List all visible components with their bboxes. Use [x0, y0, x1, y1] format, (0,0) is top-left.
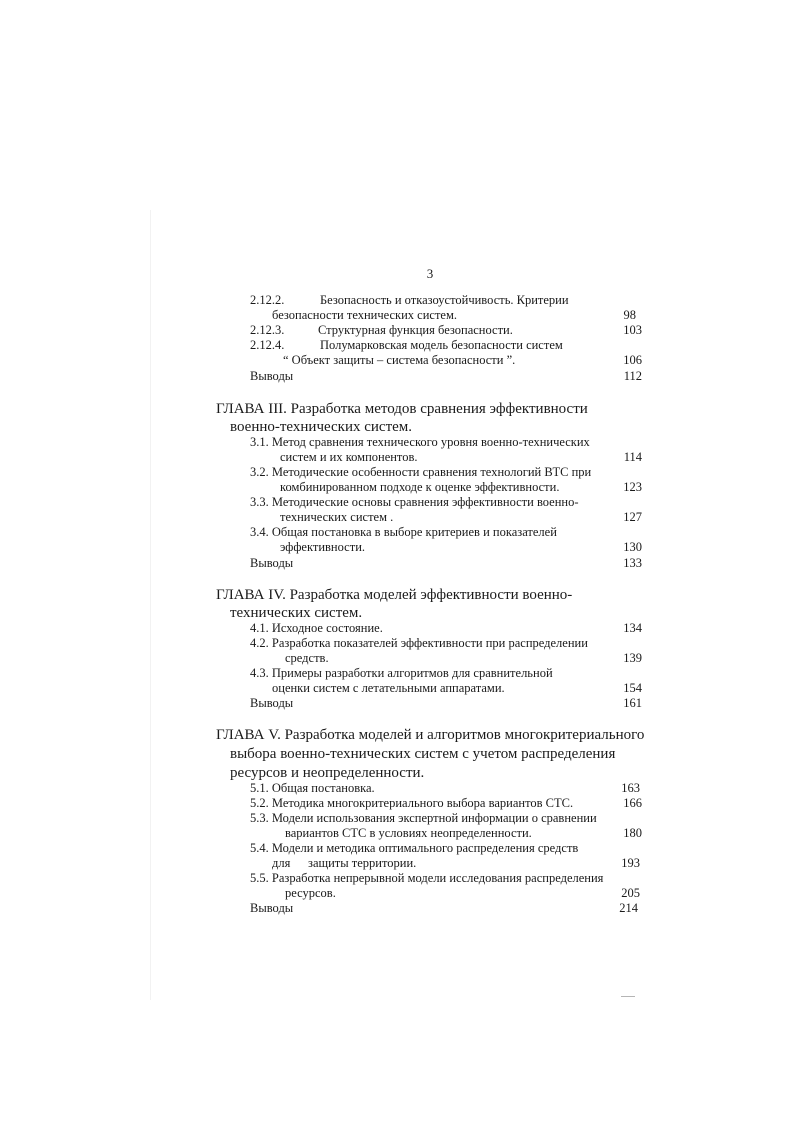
toc-item-5-2-line1: 5.2. Методика многокритериального выбора вариантов СТС.: [250, 796, 574, 810]
entry-page: 112: [623, 369, 642, 383]
toc-item-4-2-page: 139: [623, 651, 642, 665]
toc-item-5-3-line1: 5.3. Модели использования экспертной информации о сравнении: [250, 811, 597, 825]
scan-edge: [150, 210, 151, 1000]
chapter-heading-line1: ГЛАВА IV. Разработка моделей эффективности военно-: [216, 587, 573, 603]
entry-title-line2: “ Объект защиты – система безопасности ”.: [283, 353, 516, 367]
entry-page: 106: [623, 353, 642, 367]
toc-item-3-1-line2: систем и их компонентов.: [280, 450, 418, 464]
toc-item-4-3-line2: оценки систем с летательными аппаратами.: [272, 681, 505, 695]
toc-item-conclusions-page: 133: [623, 556, 642, 570]
toc-item-conclusions-page: 214: [619, 901, 638, 915]
chapter-heading-line2: военно-технических систем.: [230, 419, 413, 435]
toc-item-3-3-page: 127: [623, 510, 642, 524]
toc-item-5-4-line1: 5.4. Модели и методика оптимального распределения средств: [250, 841, 579, 855]
entry-title-line2: безопасности технических систем.: [272, 308, 458, 322]
toc-item-5-1-page: 163: [621, 781, 640, 795]
chapter-heading-line1: ГЛАВА III. Разработка методов сравнения эффективности: [216, 401, 588, 417]
toc-item-5-3-page: 180: [623, 826, 642, 840]
entry-page: 103: [623, 323, 642, 337]
toc-item-5-4-line2b: защиты территории.: [308, 856, 417, 870]
toc-item-5-5-page: 205: [621, 886, 640, 900]
toc-item-3-3-line2: технических систем .: [280, 510, 394, 524]
toc-item-4-2-line1: 4.2. Разработка показателей эффективности при распределении: [250, 636, 588, 650]
entry-title-line1: Полумарковская модель безопасности систем: [320, 338, 563, 352]
toc-item-5-5-line1: 5.5. Разработка непрерывной модели исследования распределения: [250, 871, 604, 885]
entry-number: 2.12.2.: [250, 293, 285, 307]
entry-title-line1: Безопасность и отказоустойчивость. Критерии: [320, 293, 569, 307]
toc-item-conclusions: Выводы: [250, 556, 294, 570]
entry-page: 98: [623, 308, 636, 322]
toc-item-3-4-line1: 3.4. Общая постановка в выборе критериев и показателей: [250, 525, 557, 539]
chapter-heading-line3: ресурсов и неопределенности.: [230, 765, 425, 781]
toc-item-conclusions: Выводы: [250, 901, 294, 915]
toc-item-3-4-line2: эффективности.: [280, 540, 366, 554]
toc-item-5-5-line2: ресурсов.: [285, 886, 336, 900]
toc-item-3-2-line1: 3.2. Методические особенности сравнения технологий ВТС при: [250, 465, 592, 479]
toc-item-5-4-line2a: для: [272, 856, 291, 870]
toc-item-3-2-page: 123: [623, 480, 642, 494]
entry-title-line1: Структурная функция безопасности.: [318, 323, 513, 337]
entry-number: 2.12.3.: [250, 323, 285, 337]
scan-mark: [621, 996, 635, 997]
chapter-heading-line2: выбора военно-технических систем с учетом распределения: [230, 746, 616, 762]
page-number: 3: [426, 266, 434, 281]
toc-item-5-2-page: 166: [623, 796, 642, 810]
toc-item-3-4-page: 130: [623, 540, 642, 554]
entry-number: 2.12.4.: [250, 338, 285, 352]
toc-item-5-1-line1: 5.1. Общая постановка.: [250, 781, 375, 795]
chapter-heading-line1: ГЛАВА V. Разработка моделей и алгоритмов многокритериального: [216, 727, 645, 743]
toc-item-5-4-page: 193: [621, 856, 640, 870]
toc-item-4-3-line1: 4.3. Примеры разработки алгоритмов для сравнительной: [250, 666, 553, 680]
toc-item-3-1-page: 114: [623, 450, 642, 464]
toc-item-4-1-page: 134: [623, 621, 642, 635]
toc-item-3-2-line2: комбинированном подходе к оценке эффективности.: [280, 480, 560, 494]
toc-item-5-3-line2: вариантов СТС в условиях неопределенности.: [285, 826, 532, 840]
toc-item-3-3-line1: 3.3. Методические основы сравнения эффективности военно-: [250, 495, 579, 509]
toc-item-conclusions-page: 161: [623, 696, 642, 710]
entry-label: Выводы: [250, 369, 294, 383]
toc-item-4-3-page: 154: [623, 681, 642, 695]
toc-item-conclusions: Выводы: [250, 696, 294, 710]
chapter-heading-line2: технических систем.: [230, 605, 363, 621]
toc-item-3-1-line1: 3.1. Метод сравнения технического уровня военно-технических: [250, 435, 590, 449]
toc-item-4-1-line1: 4.1. Исходное состояние.: [250, 621, 383, 635]
toc-item-4-2-line2: средств.: [285, 651, 329, 665]
